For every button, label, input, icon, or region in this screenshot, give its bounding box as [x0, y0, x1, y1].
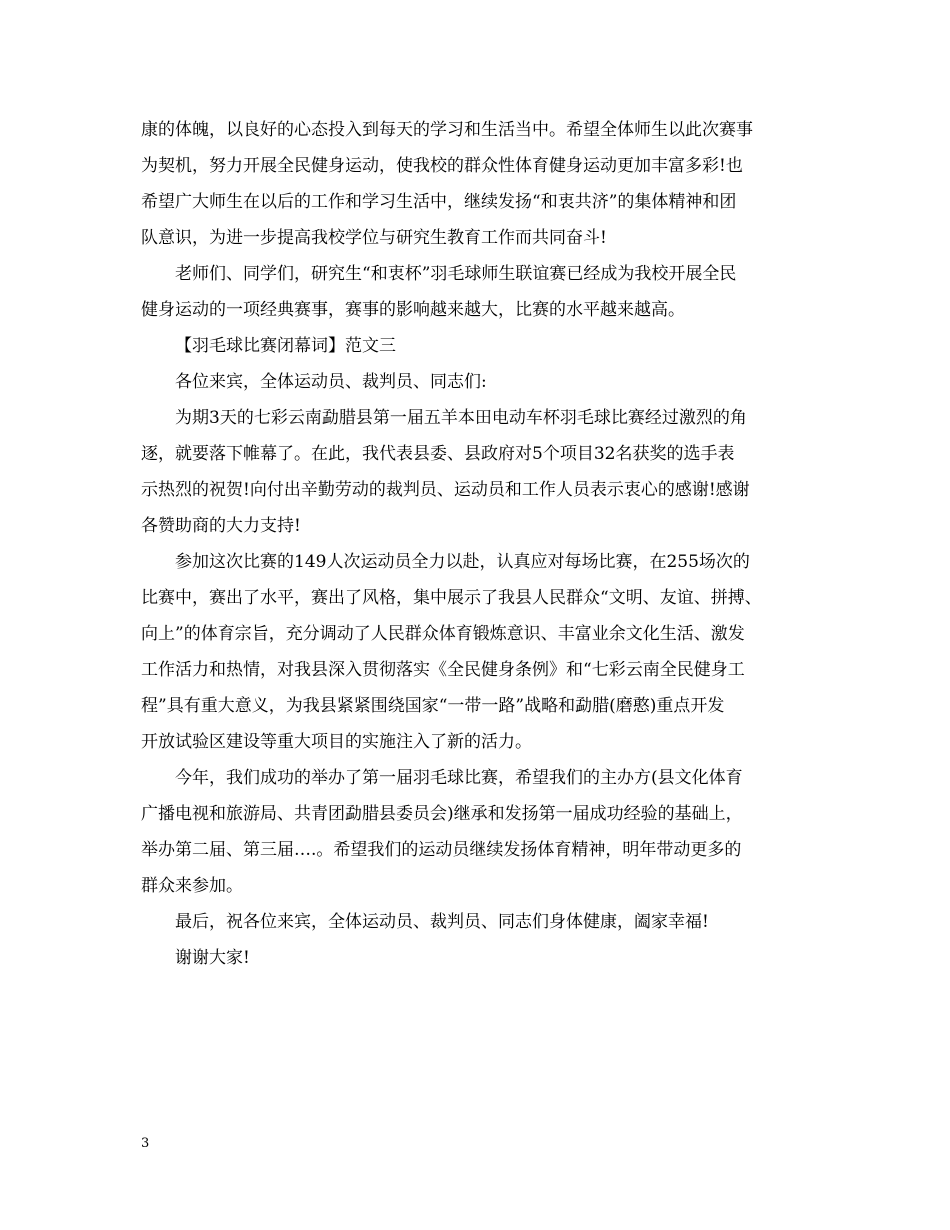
text-line-13: 参加这次比赛的149人次运动员全力以赴，认真应对每场比赛，在255场次的 [175, 552, 750, 572]
text-line-18: 开放试验区建设等重大项目的实施注入了新的活力。 [141, 732, 532, 752]
text-line-6: 健身运动的一项经典赛事，赛事的影响越来越大，比赛的水平越来越高。 [141, 300, 685, 320]
text-line-12: 各赞助商的大力支持! [141, 516, 301, 536]
text-line-22: 群众来参加。 [141, 876, 243, 896]
text-line-23: 最后，祝各位来宾，全体运动员、裁判员、同志们身体健康，阖家幸福! [175, 912, 709, 932]
section-heading: 【羽毛球比赛闭幕词】范文三 [175, 336, 396, 356]
text-line-4: 队意识，为进一步提高我校学位与研究生教育工作而共同奋斗! [141, 228, 607, 248]
text-line-10: 逐，就要落下帷幕了。在此，我代表县委、县政府对5个项目32名获奖的选手表 [141, 444, 735, 464]
text-line-3: 希望广大师生在以后的工作和学习生活中，继续发扬“和衷共济”的集体精神和团 [141, 192, 737, 212]
text-line-5: 老师们、同学们，研究生“和衷杯”羽毛球师生联谊赛已经成为我校开展全民 [175, 264, 737, 284]
text-line-17: 程”具有重大意义，为我县紧紧围绕国家“一带一路”战略和勐腊(磨憨)重点开发 [141, 696, 725, 716]
text-line-14: 比赛中，赛出了水平，赛出了风格，集中展示了我县人民群众“文明、友谊、拼搏、 [141, 588, 762, 608]
salutation: 各位来宾，全体运动员、裁判员、同志们: [175, 372, 487, 392]
text-line-19: 今年，我们成功的举办了第一届羽毛球比赛，希望我们的主办方(县文化体育 [175, 768, 743, 788]
body-text [141, 112, 821, 976]
closing-line: 谢谢大家! [175, 948, 250, 968]
text-line-2: 为契机，努力开展全民健身运动，使我校的群众性体育健身运动更加丰富多彩!也 [141, 156, 743, 176]
text-line-9: 为期3天的七彩云南勐腊县第一届五羊本田电动车杯羽毛球比赛经过激烈的角 [175, 408, 747, 428]
text-line-20: 广播电视和旅游局、共青团勐腊县委员会)继承和发扬第一届成功经验的基础上， [141, 804, 743, 824]
text-line-15: 向上”的体育宗旨，充分调动了人民群众体育锻炼意识、丰富业余文化生活、激发 [141, 624, 745, 644]
text-line-21: 举办第二届、第三届….。希望我们的运动员继续发扬体育精神，明年带动更多的 [141, 840, 742, 860]
text-line-11: 示热烈的祝贺!向付出辛勤劳动的裁判员、运动员和工作人员表示衷心的感谢!感谢 [141, 480, 750, 500]
text-line-16: 工作活力和热情，对我县深入贯彻落实《全民健身条例》和“七彩云南全民健身工 [141, 660, 745, 680]
text-line-1: 康的体魄，以良好的心态投入到每天的学习和生活当中。希望全体师生以此次赛事 [141, 120, 753, 140]
page-number: 3 [141, 1136, 150, 1151]
